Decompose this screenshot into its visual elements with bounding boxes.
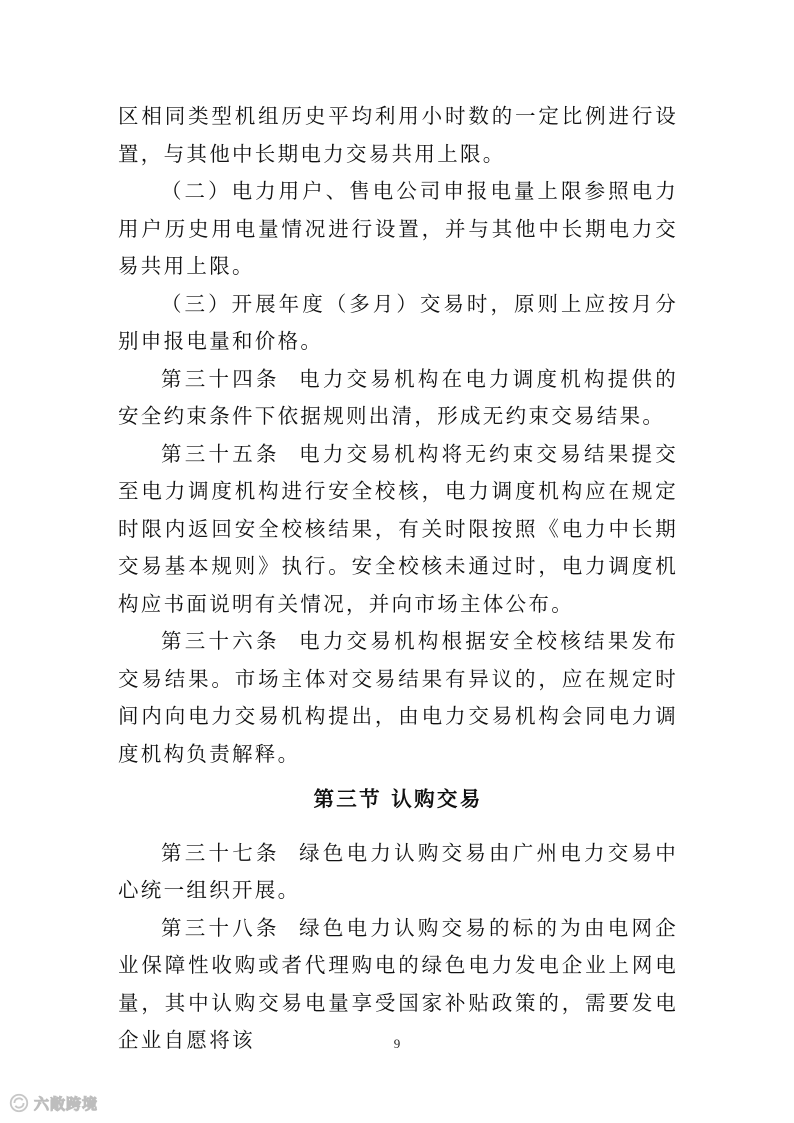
article-35: 第三十五条 电力交易机构将无约束交易结果提交至电力调度机构进行安全校核，电力调度机构应在规定时限内返回安全校核结果，有关时限按照《电力中长期交易基本规则》执行。安全校核未通过时，电力调度机构应书面说明有关情况，并向市场主体公布。 xyxy=(118,441,678,616)
paragraph-continuation: 区相同类型机组历史平均利用小时数的一定比例进行设置，与其他中长期电力交易共用上限。 xyxy=(118,104,678,166)
circular-arrows-logo-icon xyxy=(8,1092,30,1114)
article-36: 第三十六条 电力交易机构根据安全校核结果发布交易结果。市场主体对交易结果有异议的，应在规定时间内向电力交易机构提出，由电力交易机构会同电力调度机构负责解释。 xyxy=(118,629,678,766)
watermark-text: 六敞跨境 xyxy=(34,1094,99,1113)
article-34: 第三十四条 电力交易机构在电力调度机构提供的安全约束条件下依据规则出清，形成无约束交易结果。 xyxy=(118,366,678,428)
page-number: 9 xyxy=(393,1036,401,1051)
article-38: 第三十八条 绿色电力认购交易的标的为由电网企业保障性收购或者代理购电的绿色电力发电企业上网电量，其中认购交易电量享受国家补贴政策的，需要发电企业自愿将该 xyxy=(118,915,678,1052)
section-heading: 第三节 认购交易 xyxy=(313,787,483,811)
article-37: 第三十七条 绿色电力认购交易由广州电力交易中心统一组织开展。 xyxy=(118,840,678,902)
paragraph-item-2: （二）电力用户、售电公司申报电量上限参照电力用户历史用电量情况进行设置，并与其他中长期电力交易共用上限。 xyxy=(118,179,678,278)
watermark xyxy=(8,1092,98,1114)
document-body xyxy=(118,98,678,1060)
paragraph-item-3: （三）开展年度（多月）交易时，原则上应按月分别申报电量和价格。 xyxy=(118,291,678,353)
